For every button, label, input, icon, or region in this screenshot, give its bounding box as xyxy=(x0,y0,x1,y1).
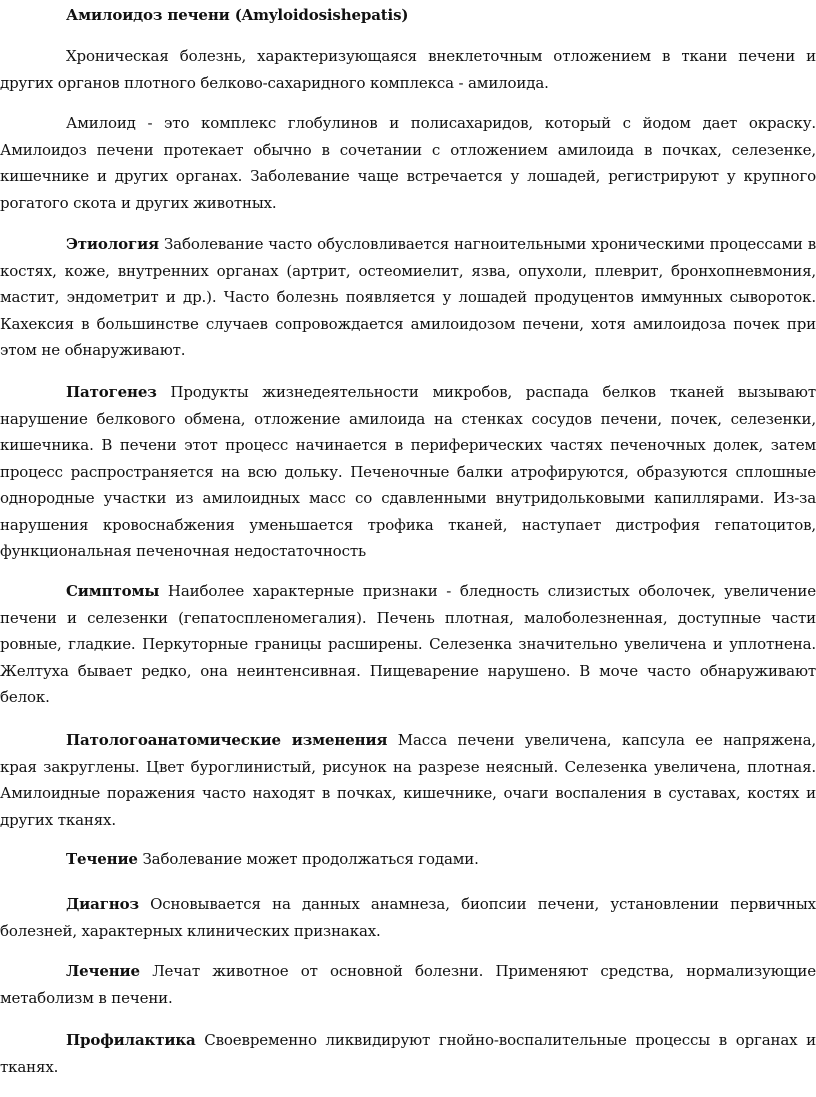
section-heading: Профилактика xyxy=(66,1031,196,1049)
section-heading: Лечение xyxy=(66,962,140,980)
document-title: Амилоидоз печени (Amyloidosishepatis) xyxy=(66,6,409,24)
section-pathogenesis xyxy=(0,379,816,565)
section-text: Основывается на данных анамнеза, биопсии печени, установлении первичных болезней, характерных клинических признаках. xyxy=(0,895,816,940)
section-heading: Патогенез xyxy=(66,383,157,401)
section-text: Масса печени увеличена, капсула ее напряжена, края закруглены. Цвет буроглинистый, рисунок на разрезе неясный. Селезенка увеличена, плотная. Амилоидные поражения часто находят в почках, кишечнике, очаги воспаления в суставах, костях и других тканях. xyxy=(0,731,816,829)
section-course xyxy=(0,846,816,873)
section-heading: Симптомы xyxy=(66,582,160,600)
section-text: Заболевание может продолжаться годами. xyxy=(142,850,479,868)
section-text: Продукты жизнедеятельности микробов, распада белков тканей вызывают нарушение белкового обмена, отложение амилоида на стенках сосудов печени, почек, селезенки, кишечника. В печени этот процесс начинается в периферических частях печеночных долек, затем процесс распространяется на всю дольку. Печеночные балки атрофируются, образуются сплошные однородные участки из амилоидных масс со сдавленными внутридольковыми капиллярами. Из-за нарушения кровоснабжения уменьшается трофика тканей, наступает дистрофия гепатоцитов, функциональная печеночная недостаточность xyxy=(0,383,816,560)
intro-paragraph: Хроническая болезнь, характеризующаяся внеклеточным отложением в ткани печени и других органов плотного белково-сахаридного комплекса - амилоида. xyxy=(0,47,816,92)
description-paragraph: Амилоид - это комплекс глобулинов и полисахаридов, который с йодом дает окраску. Амилоидоз печени протекает обычно в сочетании с отложением амилоида в почках, селезенке, кишечнике и других органах. Заболевание чаще встречается у лошадей, регистрируют у крупного рогатого скота и других животных. xyxy=(0,114,816,212)
section-heading: Этиология xyxy=(66,235,159,253)
section-pathology xyxy=(0,727,816,833)
section-treatment xyxy=(0,958,816,1011)
section-text: Заболевание часто обусловливается нагноительными хроническими процессами в костях, коже, внутренних органах (артрит, остеомиелит, язва, опухоли, плеврит, бронхопневмония, мастит, эндометрит и др.). Часто болезнь появляется у лошадей продуцентов иммунных сывороток. Кахексия в большинстве случаев сопровождается амилоидозом печени, хотя амилоидоза почек при этом не обнаруживают. xyxy=(0,235,816,359)
section-text: Лечат животное от основной болезни. Применяют средства, нормализующие метаболизм в печени. xyxy=(0,962,816,1007)
section-diagnosis xyxy=(0,891,816,944)
section-prevention xyxy=(0,1027,816,1080)
section-heading: Диагноз xyxy=(66,895,139,913)
section-etiology xyxy=(0,231,816,364)
section-text: Своевременно ликвидируют гнойно-воспалительные процессы в органах и тканях. xyxy=(0,1031,816,1076)
section-heading: Течение xyxy=(66,850,138,868)
section-text: Наиболее характерные признаки - бледность слизистых оболочек, увеличение печени и селезенки (гепатоспленомегалия). Печень плотная, малоболезненная, доступные части ровные, гладкие. Перкуторные границы расширены. Селезенка значительно увеличена и уплотнена. Желтуха бывает редко, она неинтенсивная. Пищеварение нарушено. В моче часто обнаруживают белок. xyxy=(0,582,816,706)
section-symptoms xyxy=(0,578,816,711)
section-heading: Патологоанатомические изменения xyxy=(66,731,388,749)
